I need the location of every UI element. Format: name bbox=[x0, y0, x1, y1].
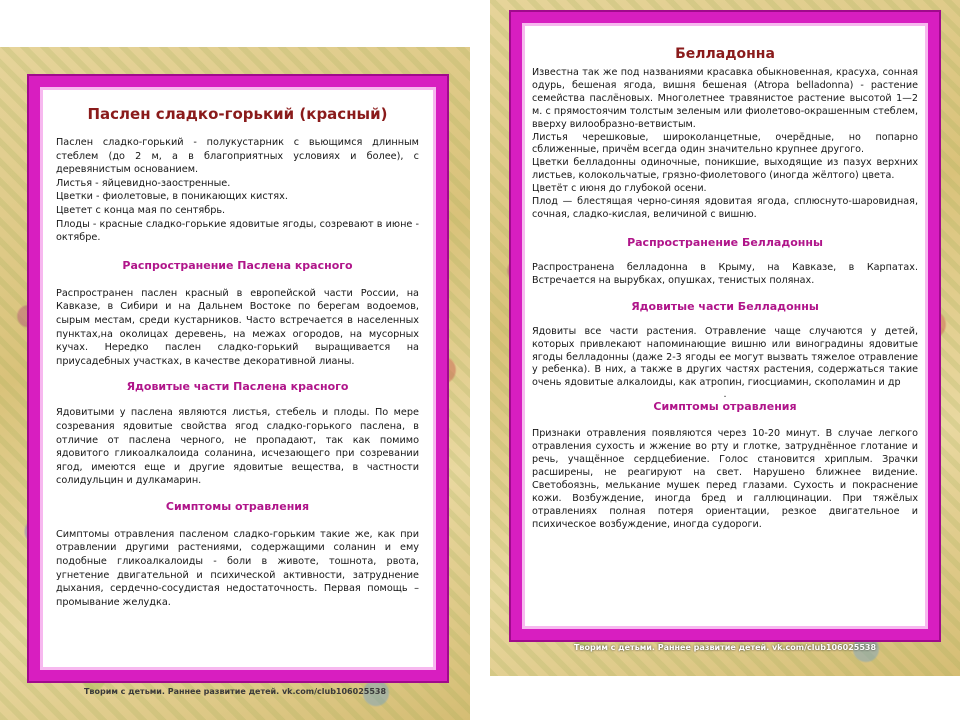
right-intro-blooming: Цветёт с июня до глубокой осени. bbox=[532, 183, 707, 195]
right-poster bbox=[490, 0, 960, 676]
right-poster-frame bbox=[511, 12, 939, 640]
right-poison-tail: . bbox=[723, 389, 727, 401]
left-intro-leaves: Листья - яйцевидно-заостренные. bbox=[56, 177, 231, 189]
left-spread-heading: Распространение Паслена красного bbox=[122, 258, 353, 272]
left-intro-blooming: Цветет с конца мая по сентябрь. bbox=[56, 204, 226, 216]
right-spread-text: Распространена белладонна в Крыму, на Кавказе, в Карпатах. Встречается на вырубках, опушках, тенистых полянах. bbox=[532, 261, 918, 286]
right-spread-heading: Распространение Белладонны bbox=[627, 235, 823, 249]
right-intro-flowers: Цветки белладонны одиночные, поникшие, выходящие из пазух верхних листьев, колокольчатые, грязно-фиолетового (иногда жёлтого) цвета. bbox=[532, 157, 918, 182]
right-poison-text: Ядовиты все части растения. Отравление чаще случаются у детей, которых привлекают напоминающие вишню или виноградины ядовитые ягоды белладонны (даже 2-3 ягоды ее могут вызвать тяжелое отравление у ребенка). В них, а также в других частях растения, содержаться такие очень ядовитые алкалоиды, как атропин, гиосциамин, скополамин и др bbox=[532, 325, 918, 389]
left-intro-flowers: Цветки - фиолетовые, в поникающих кистях. bbox=[56, 191, 288, 203]
right-poster-content bbox=[522, 23, 928, 629]
right-poster-footer: Творим с детьми. Раннее развитие детей. vk.com/club106025538 bbox=[573, 643, 877, 652]
left-poison-heading: Ядовитые части Паслена красного bbox=[126, 380, 349, 394]
right-intro-fruit: Плод — блестящая черно-синяя ядовитая ягода, сплюснуто-шаровидная, сочная, сладко-кислая, величиной с вишню. bbox=[532, 196, 918, 220]
right-intro-leaves: Листья черешковые, широколанцетные, очерёдные, но попарно сближенные, причём всегда один значительно крупнее другого. bbox=[532, 131, 918, 156]
left-poster-footer: Творим с детьми. Раннее развитие детей. vk.com/club106025538 bbox=[83, 687, 387, 696]
left-poison-text: Ядовитыми у паслена являются листья, стебель и плоды. По мере созревания ядовитые свойства ягод сладко-горького паслена, в отличие от паслена черного, не пропадают, так как помимо ядовитого гликоалкалоида соланина, исчезающего при созревании ягод, имеются еще и другие ядовитые вещества, в частности солидульцин и дулкамарин. bbox=[56, 407, 419, 487]
right-intro-description: Известна так же под названиями красавка обыкновенная, красуха, сонная одурь, бешеная ягода, вишня бешеная (Atropa belladonna) - растение семейства паслёновых. Многолетнее травянистое растение высотой 1—2 м. с прямостоячим толстым зеленым или фиолетово-окрашенным стеблем, вверху вилообразно-ветвистым. bbox=[532, 67, 918, 130]
left-poster-frame bbox=[29, 76, 447, 681]
right-symptoms-text: Признаки отравления появляются через 10-20 минут. В случае легкого отравления сухость и жжение во рту и глотке, затруднённое глотание и речь, учащённое сердцебиение. Голос становится хриплым. Зрачки расширены, не реагируют на свет. Нарушено ближнее видение. Светобоязнь, мелькание мушек перед глазами. Сухость и покраснение кожи. Возбуждение, иногда бред и галлюцинации. При тяжёлых отравлениях полная потеря ориентации, резкое двигательное и психическое возбуждение, иногда судороги. bbox=[532, 428, 918, 530]
left-poster-content bbox=[40, 87, 436, 670]
left-poster bbox=[0, 47, 470, 720]
left-symptoms-text: Симптомы отравления пасленом сладко-горьким такие же, как при отравлении другими растениями, содержащими соланин и ему подобные гликоалкалоиды - боли в животе, тошнота, рвота, угнетение двигательной и психической активности, затруднение дыхания, сердечно-сосудистая недостаточность. Первая помощь – промывание желудка. bbox=[56, 528, 419, 608]
right-symptoms-heading: Симптомы отравления bbox=[653, 400, 797, 414]
left-poster-title: Паслен сладко-горький (красный) bbox=[87, 105, 388, 123]
left-intro-fruits: Плоды - красные сладко-горькие ядовитые ягоды, созревают в июне - октябре. bbox=[56, 218, 419, 244]
right-poison-heading: Ядовитые части Белладонны bbox=[631, 299, 819, 313]
right-poster-title: Белладонна bbox=[675, 46, 775, 62]
left-symptoms-heading: Симптомы отравления bbox=[165, 499, 310, 513]
left-intro-description: Паслен сладко-горький - полукустарник с вьющимся длинным стеблем (до 2 м, а в благоприятных условиях и более), с деревянистым основанием. bbox=[56, 137, 419, 176]
left-spread-text: Распространен паслен красный в европейской части России, на Кавказе, в Сибири и на Дальнем Востоке по берегам водоемов, сырым местам, среди кустарников. Часто встречается в населенных пунктах,на околицах деревень, на межах огородов, на мусорных кучах. Нередко паслен сладко-горький выращивается на приусадебных участках, в качестве декоративной лианы. bbox=[56, 287, 419, 367]
